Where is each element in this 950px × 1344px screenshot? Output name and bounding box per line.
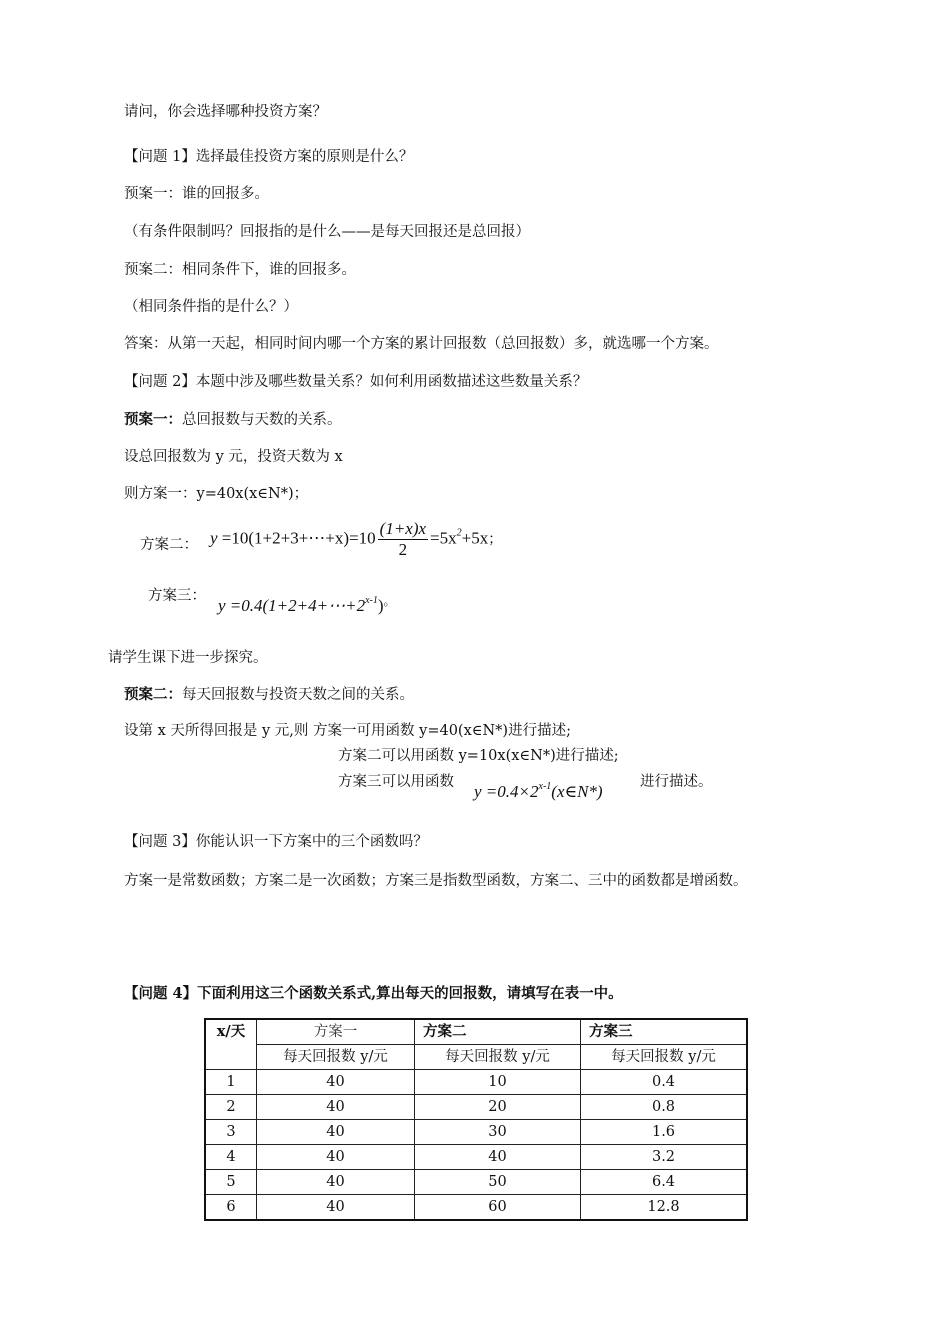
- cell-day: 3: [205, 1120, 257, 1145]
- table-header-row: [205, 1019, 747, 1045]
- cell-plan-1: 40: [257, 1095, 415, 1120]
- case-2-label: 预案二：: [124, 686, 182, 703]
- cell-day: 2: [205, 1095, 257, 1120]
- case-1-heading: [124, 410, 342, 430]
- table-row: [205, 1095, 747, 1120]
- subheader-plan-2: 每天回报数 y/元: [415, 1045, 581, 1070]
- question-3-answer: 方案一是常数函数；方案二是一次函数；方案三是指数型函数，方案二、三中的函数都是增函数。: [124, 873, 748, 889]
- answer: 答案：从第一天起，相同时间内哪一个方案的累计回报数（总回报数）多，就选哪一个方案。: [124, 336, 719, 352]
- cell-plan-2: 60: [415, 1195, 581, 1221]
- cell-plan-1: 40: [257, 1195, 415, 1221]
- cell-plan-1: 40: [257, 1070, 415, 1095]
- cell-plan-3: 0.8: [581, 1095, 748, 1120]
- question-1: 【问题 1】选择最佳投资方案的原则是什么？: [124, 149, 414, 165]
- cell-day: 1: [205, 1070, 257, 1095]
- cell-plan-2: 40: [415, 1145, 581, 1170]
- daily-line-2: 方案二可以用函数 y=10x(x∈N*)进行描述;: [338, 748, 619, 764]
- cell-day: 5: [205, 1170, 257, 1195]
- cell-day: 6: [205, 1195, 257, 1221]
- plan-1-formula: 则方案一：y=40x(x∈N*)；: [124, 486, 309, 502]
- cell-plan-2: 20: [415, 1095, 581, 1120]
- cell-plan-3: 3.2: [581, 1145, 748, 1170]
- cell-day: 4: [205, 1145, 257, 1170]
- cell-plan-3: 12.8: [581, 1195, 748, 1221]
- question-3: 【问题 3】你能认识一下方案中的三个函数吗？: [124, 834, 428, 850]
- daily-line-3-tail: 进行描述。: [640, 774, 713, 790]
- plan-3-label: 方案三：: [148, 588, 206, 604]
- table-row: [205, 1195, 747, 1221]
- table-row: [205, 1070, 747, 1095]
- case-1-text: 总回报数与天数的关系。: [182, 412, 342, 428]
- table-subheader-row: [205, 1045, 747, 1070]
- header-plan-2: 方案二: [415, 1019, 581, 1045]
- header-plan-1: 方案一: [257, 1019, 415, 1045]
- table-row: [205, 1120, 747, 1145]
- plan-a-2-note: （相同条件指的是什么？）: [124, 299, 298, 315]
- header-x-day: x/天: [205, 1019, 257, 1070]
- table-row: [205, 1145, 747, 1170]
- cell-plan-2: 10: [415, 1070, 581, 1095]
- question-4: 【问题 4】下面利用这三个函数关系式,算出每天的回报数，请填写在表一中。: [124, 985, 623, 1002]
- cell-plan-3: 6.4: [581, 1170, 748, 1195]
- cell-plan-1: 40: [257, 1145, 415, 1170]
- table-row: [205, 1170, 747, 1195]
- plan-3-daily-formula: $y =0.4\times 2^{x-1}(x\in N*)$: [474, 781, 603, 801]
- daily-line-3: 方案三可以用函数: [338, 774, 454, 790]
- subheader-plan-3: 每天回报数 y/元: [581, 1045, 748, 1070]
- cell-plan-3: 1.6: [581, 1120, 748, 1145]
- cell-plan-2: 50: [415, 1170, 581, 1195]
- cell-plan-2: 30: [415, 1120, 581, 1145]
- plan-3-formula: $y =0.4(1+2+4+\cdots+2^{x-1})^。$: [218, 594, 396, 615]
- case-1-label: 预案一：: [124, 411, 182, 428]
- case-2-text: 每天回报数与投资天数之间的关系。: [182, 687, 414, 703]
- plan-a-2: 预案二：相同条件下，谁的回报多。: [124, 262, 356, 278]
- header-plan-3: 方案三: [581, 1019, 748, 1045]
- line-question-intro: 请问，你会选择哪种投资方案？: [124, 104, 327, 120]
- cell-plan-1: 40: [257, 1170, 415, 1195]
- further-study: 请学生课下进一步探究。: [108, 650, 268, 666]
- return-table: [204, 1018, 748, 1221]
- question-2: 【问题 2】本题中涉及哪些数量关系？如何利用函数描述这些数量关系？: [124, 374, 588, 390]
- cell-plan-3: 0.4: [581, 1070, 748, 1095]
- set-variables: 设总回报数为 y 元，投资天数为 x: [124, 449, 343, 465]
- daily-line-1: 设第 x 天所得回报是 y 元,则 方案一可用函数 y=40(x∈N*)进行描述;: [124, 723, 571, 739]
- plan-a-1-note: （有条件限制吗？回报指的是什么——是每天回报还是总回报）: [124, 224, 530, 240]
- plan-2-formula: y =10(1+2+3+⋯+x)=10 $\frac{(1+x)x}{2}$ $=5x^2+5x$；: [210, 519, 503, 559]
- plan-a-1: 预案一：谁的回报多。: [124, 186, 269, 202]
- subheader-plan-1: 每天回报数 y/元: [257, 1045, 415, 1070]
- plan-2-label: 方案二：: [140, 537, 198, 553]
- cell-plan-1: 40: [257, 1120, 415, 1145]
- case-2-heading: [124, 685, 414, 705]
